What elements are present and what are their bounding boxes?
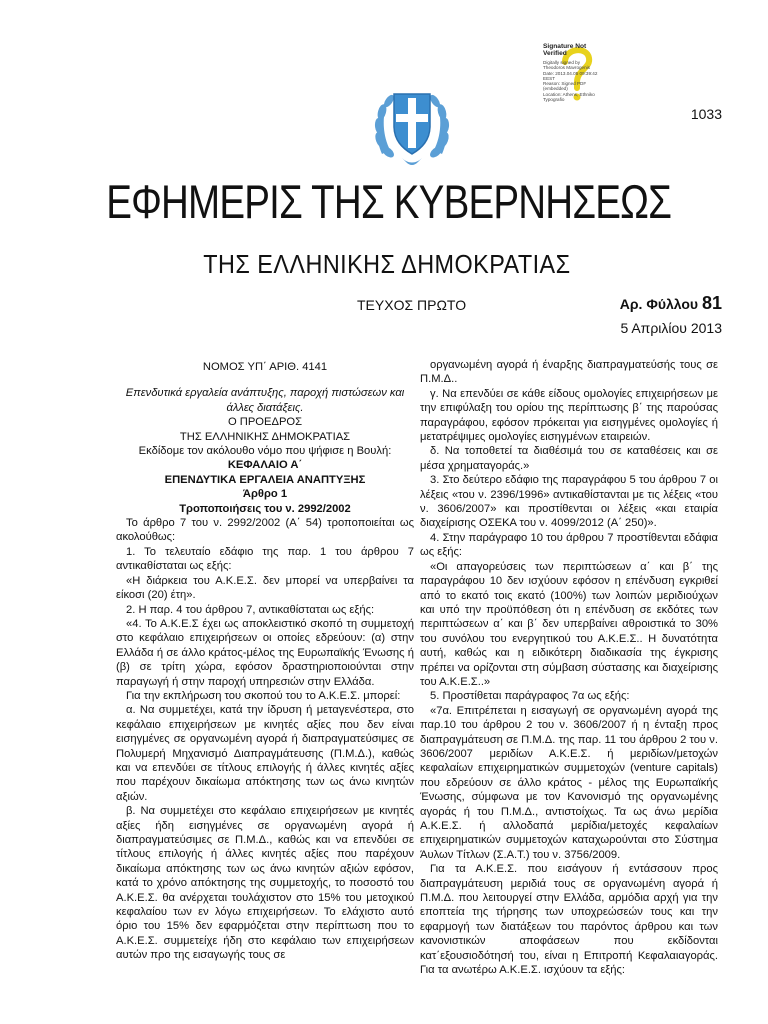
paragraph: 4. Στην παράγραφο 10 του άρθρου 7 προστίθενται εδάφια ως εξής: <box>420 531 718 559</box>
paragraph: ΝΟΜΟΣ ΥΠ΄ ΑΡΙΘ. 4141 <box>202 361 328 373</box>
paragraph: 1. Το τελευταίο εδάφιο της παρ. 1 του άρθρου 7 αντικαθίσταται ως εξής: <box>116 545 414 573</box>
page-number: 1033 <box>690 106 722 122</box>
issue-type: ΤΕΥΧΟΣ ΠΡΩΤΟ <box>357 297 467 313</box>
paragraph: ΤΗΣ ΕΛΛΗΝΙΚΗΣ ΔΗΜΟΚΡΑΤΙΑΣ <box>179 430 351 443</box>
gazette-subheading: ΤΗΣ ΕΛΛΗΝΙΚΗΣ ΔΗΜΟΚΡΑΤΙΑΣ <box>203 249 571 279</box>
paragraph: Για τα Α.Κ.Ε.Σ. που εισάγουν ή εντάσσουν προς διαπραγμάτευση μεριδιά τους σε οργανωμένη αγορά ή Π.Μ.Δ. που λειτουργεί στην Ελλάδα, αρμόδια αρχή για την εποπτεία της τήρησης των υποχρεώσεών τους και την εφαρμογή των διατάξεων του παρόντος άρθρου και των κανονιστικών αποφάσεων που εκδίδονται κατ΄εξουσιοδότησή του, είναι η Επιτροπή Κεφαλαιαγοράς. Για τα ανωτέρω Α.Κ.Ε.Σ. ισχύουν τα εξής: <box>420 863 718 977</box>
paragraph: οργανωμένη αγορά ή έναρξης διαπραγματεύσής τους σε Π.Μ.Δ.. <box>420 359 718 386</box>
signature-line: Date: 2013.04.05 09:39:42 <box>543 70 598 76</box>
sheet-number <box>620 293 722 314</box>
paragraph: 5. Προστίθεται παράγραφος 7α ως εξής: <box>430 690 630 703</box>
paragraph: «Οι απαγορεύσεις των περιπτώσεων α΄ και β΄ της παραγράφου 10 δεν ισχύουν εφόσον η επένδυση εγκριθεί από το εκατό τοις εκατό (100%) των λοιπών μεριδιούχων και υπό την προϋπόθεση ότι η επένδυση σε εκδότες των περιπτώσεων α΄ και β΄ δεν υπερβαίνει αθροιστικά το 30% του συνόλου του ενεργητικού του Α.Κ.Ε.Σ.. Η δυνατότητα αυτή, καθώς και η ειδικότερη διαδικασία της έγκρισης πρέπει να ορίζονται στη σύμβαση σύστασης και διαχείρισης του Α.Κ.Ε.Σ..» <box>420 560 718 688</box>
signature-line: Typografio <box>543 96 565 102</box>
paragraph: «Η διάρκεια του Α.Κ.Ε.Σ. δεν μπορεί να υπερβαίνει τα είκοσι (20) έτη». <box>116 574 414 602</box>
signature-title: Signature Not Verified <box>543 43 587 57</box>
sheet-number-value: 81 <box>701 293 722 313</box>
paragraph: ΚΕΦΑΛΑΙΟ Α΄ <box>227 459 303 472</box>
gazette-masthead: ΕΦΗΜΕΡΙΣ ΤΗΣ ΚΥΒΕΡΝΗΣΕΩΣ <box>106 175 672 228</box>
digital-signature-stamp <box>543 44 617 104</box>
paragraph: Επενδυτικά εργαλεία ανάπτυξης, παροχή πιστώσεων και άλλες διατάξεις. <box>125 387 405 414</box>
signature-line: (embedded) <box>543 86 568 92</box>
paragraph: β. Να συμμετέχει στο κεφάλαιο επιχειρήσεων με κινητές αξίες ήδη εισηγμένες σε οργανωμένη αγορά ή διαπραγματεύσιμες σε Π.Μ.Δ., καθώς και να επενδύει σε τίτλους επιλογής ή άλλες κινητές αξίες που παρέχουν δικαίωμα απόκτησης των ως άνω κινητών αξιών εφόσον, κατά το χρόνο απόκτησης της συμμετοχής, το ποσοστό του Α.Κ.Ε.Σ. θα ανέρχεται τουλάχιστον στο 15% του μετοχικού κεφαλαίου των εν λόγω επιχειρήσεων. Το ελάχιστο αυτό όριο του 15% δεν εφαρμόζεται στην περίπτωση που το Α.Κ.Ε.Σ. συμμετείχε ήδη στο κεφάλαιο των επιχειρήσεων αυτών προ της εισαγωγής τους σε <box>116 805 414 962</box>
signature-line: EEST <box>543 75 555 81</box>
paragraph: «7α. Επιτρέπεται η εισαγωγή σε οργανωμένη αγορά της παρ.10 του άρθρου 2 του ν. 3606/2007 ή η ένταξη προς διαπραγμάτευση σε Π.Μ.Δ. της παρ. 11 του άρθρου 2 του ν. 3606/2007 μεριδίων Α.Κ.Ε.Σ. ή μεριδίων/μετοχών κεφαλαίων επιχειρηματικών συμμετοχών (venture capitals) που εδρεύουν σε άλλο κράτος - μέλος της Ευρωπαϊκής Ένωσης, σύμφωνα με τον Κανονισμό της οργανωμένης αγοράς ή του Π.Μ.Δ., αντιστοίχως. Τα ως άνω μερίδια Α.Κ.Ε.Σ. ή αλλοδαπά μερίδια/μετοχές κεφαλαίων επιχειρηματικών συμμετοχών καταχωρούνται στο Σύστημα Άυλων Τίτλων (Σ.Α.Τ.) του ν. 3756/2009. <box>420 704 718 861</box>
paragraph: γ. Να επενδύει σε κάθε είδους ομολογίες επιχειρήσεων με την επιφύλαξη του ορίου της περίπτωσης β΄ της παρούσας παραγράφου, εφόσον πρόκειται για εισηγμένες ομολογίες ή μετατρέψιμες ομολογίες εισηγμένων εταιρειών. <box>420 387 718 444</box>
paragraph: δ. Να τοποθετεί τα διαθέσιμά του σε καταθέσεις και σε μέσα χρηματαγοράς.» <box>420 445 718 472</box>
signature-line: Reason: Signed PDF <box>543 81 587 87</box>
paragraph: Το άρθρο 7 του ν. 2992/2002 (Α΄ 54) τροποποιείται ως ακολούθως: <box>116 517 414 544</box>
signature-details <box>543 60 615 102</box>
signature-line: Theodoros Mavrogenis <box>543 65 590 71</box>
paragraph: α. Να συμμετέχει, κατά την ίδρυση ή μεταγενέστερα, στο κεφάλαιο επιχειρήσεων με κινητές αξίες που δεν είναι εισηγμένες σε οργανωμένη αγορά ή διαπραγματεύσιμες σε Πολυμερή Μηχανισμό Διαπραγμάτευσης (Π.Μ.Δ.), καθώς και να επενδύει σε τίτλους επιλογής ή άλλες κινητές αξίες που παρέχουν δικαίωμα απόκτησης των ως άνω κινητών αξιών. <box>116 704 414 803</box>
paragraph: Ο ΠΡΟΕΔΡΟΣ <box>227 416 303 429</box>
signature-line: Digitally signed by <box>543 60 581 65</box>
publication-date: 5 Απριλίου 2013 <box>620 320 722 336</box>
paragraph: Τροποποιήσεις του ν. 2992/2002 <box>179 502 351 515</box>
right-text-column <box>420 358 718 977</box>
sheet-label: Αρ. Φύλλου <box>619 296 699 312</box>
paragraph: «4. Το Α.Κ.Ε.Σ έχει ως αποκλειστικό σκοπό τη συμμετοχή στο κεφάλαιο επιχειρήσεων οι οποίες εδρεύουν: (α) στην Ελλάδα ή σε άλλο κράτος-μέλος της Ευρωπαϊκής Ένωσης ή (β) σε τρίτη χώρα, εφόσον δραστηριοποιούνται στην παραγωγή ή στην παροχή υπηρεσιών στην Ελλάδα. <box>116 617 414 688</box>
paragraph: 3. Στο δεύτερο εδάφιο της παραγράφου 5 του άρθρου 7 οι λέξεις «του ν. 2396/1996» αντικαθίστανται με τις λέξεις «του ν. 3606/2007» και προστίθενται οι λέξεις «και εταιρία διαχείρισης ΟΣΕΚΑ του ν. 4099/2012 (Α΄ 250)». <box>420 474 718 530</box>
signature-line: Location: Athens, Ethniko <box>543 91 595 97</box>
paragraph: Εκδίδομε τον ακόλουθο νόμο που ψήφισε η Βουλή: <box>138 445 392 458</box>
paragraph: 2. Η παρ. 4 του άρθρου 7, αντικαθίσταται ως εξής: <box>126 603 375 616</box>
left-text-column <box>116 360 414 963</box>
paragraph: ΕΠΕΝΔΥΤΙΚΑ ΕΡΓΑΛΕΙΑ ΑΝΑΠΤΥΞΗΣ <box>164 473 366 486</box>
greek-coat-of-arms-emblem <box>372 84 452 168</box>
paragraph: Άρθρο 1 <box>242 488 288 501</box>
paragraph: Για την εκπλήρωση του σκοπού του το Α.Κ.Ε.Σ. μπορεί: <box>126 689 401 702</box>
